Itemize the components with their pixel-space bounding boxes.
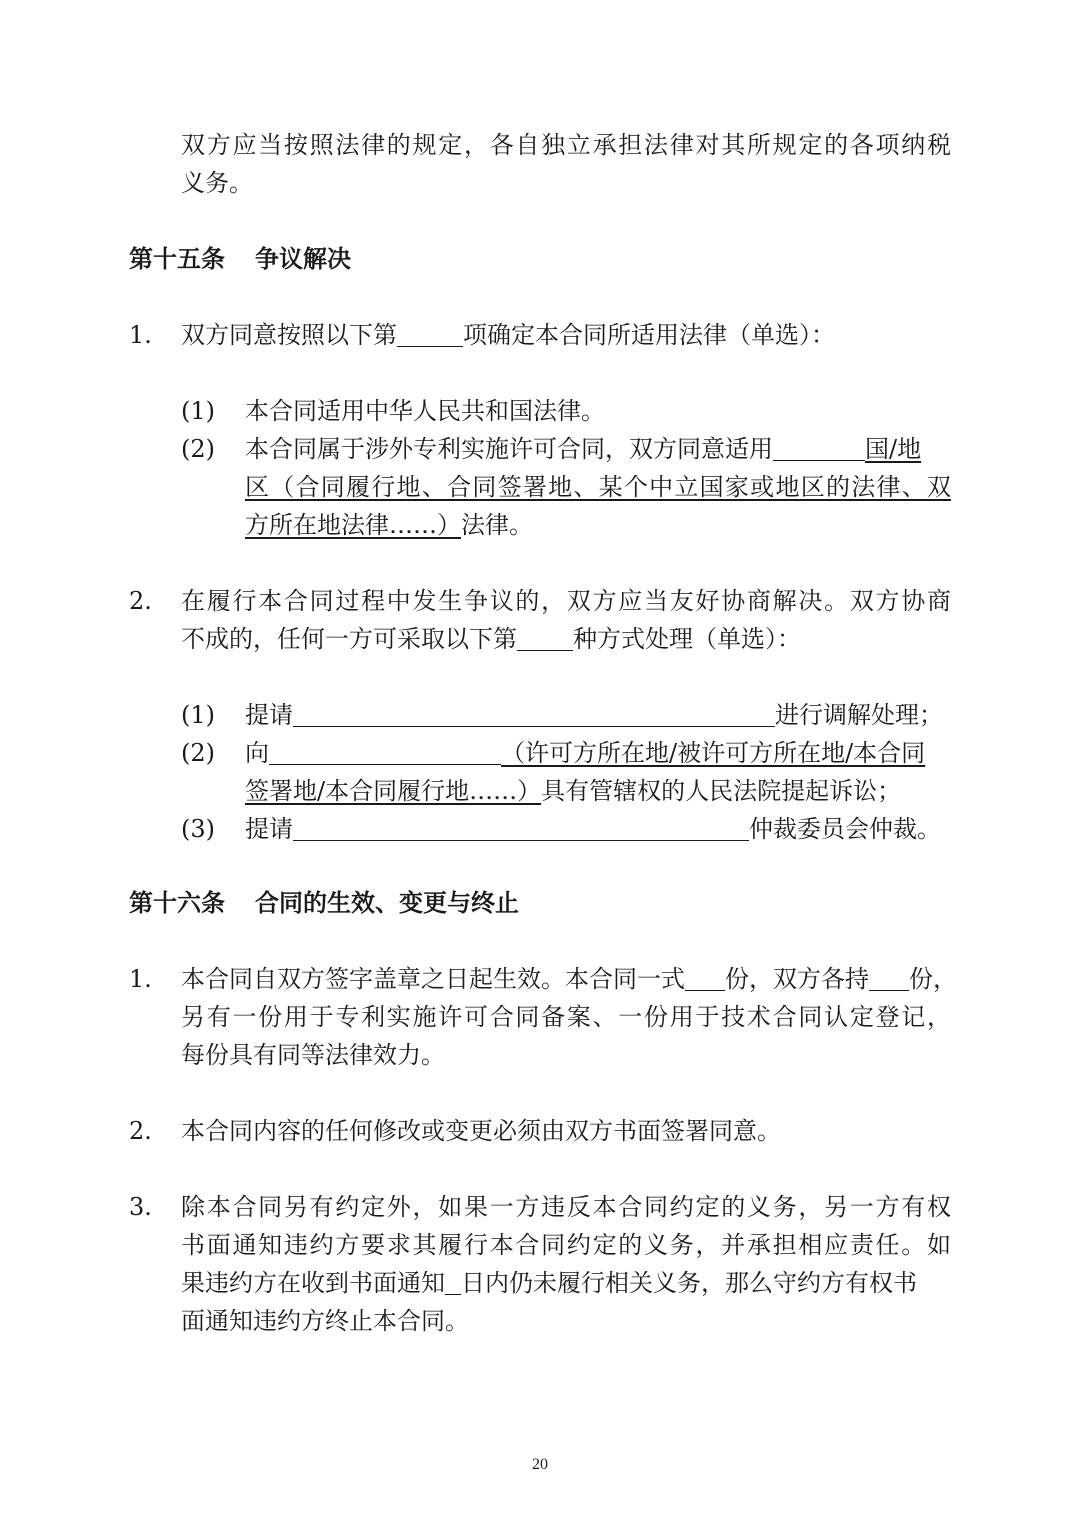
art16-item3-line-3a: 果违约方在收到书面通知 (181, 1269, 445, 1297)
art16-item3-line-1: 除本合同另有约定外，如果一方违反本合同约定的义务，另一方有权 (181, 1193, 951, 1221)
dispute-sub3-after: 仲裁委员会仲裁。 (749, 815, 941, 843)
dispute-sub1-text (245, 696, 943, 734)
art16-item3-line-2: 书面通知违约方要求其履行本合同约定的义务，并承担相应责任。如 (181, 1231, 951, 1259)
art16-item2-number: 2. (129, 1117, 152, 1145)
art15-item1-text (181, 316, 835, 354)
art15-item1-number: 1. (129, 321, 152, 349)
dispute-sub2-before: 向 (245, 739, 269, 767)
art16-item3-line-3 (181, 1264, 917, 1302)
art16-item1-b: 份，双方各持 (725, 965, 869, 993)
art16-item1-a: 本合同自双方签字盖章之日起生效。本合同一式 (181, 965, 685, 993)
dispute-sub2-line-2-text: 具有管辖权的人民法院提起诉讼； (541, 777, 902, 805)
art16-item1-number: 1. (129, 965, 152, 993)
dispute-sub1-before: 提请 (245, 701, 293, 729)
art15-sub2-line-3 (245, 506, 533, 544)
art15-sub2-line-3-underlined: 方所在地法律……） (245, 511, 461, 539)
art15-item1-after: 项确定本合同所适用法律（单选）： (463, 321, 835, 349)
intro-line-2: 义务。 (181, 169, 253, 197)
dispute-method-blank[interactable] (517, 624, 573, 651)
dispute-sub3-number: (3) (181, 815, 215, 843)
arbitration-commission-blank[interactable] (293, 814, 749, 841)
article-15-heading (129, 240, 351, 278)
art15-sub2-number: (2) (181, 435, 215, 463)
art16-item3-line-3b: 日内仍未履行相关义务，那么守约方有权书 (461, 1269, 917, 1297)
art15-item2-line-2a: 不成的，任何一方可采取以下第 (181, 625, 517, 653)
intro-line-1: 双方应当按照法律的规定，各自独立承担法律对其所规定的各项纳税 (181, 131, 951, 159)
art16-item2-text: 本合同内容的任何修改或变更必须由双方书面签署同意。 (181, 1117, 781, 1145)
country-region-blank[interactable] (773, 434, 865, 461)
art15-sub2-line-1 (245, 430, 921, 468)
art15-sub1-number: (1) (181, 397, 215, 425)
art16-item1-line-3: 每份具有同等法律效力。 (181, 1041, 445, 1069)
copies-each-blank[interactable] (869, 964, 909, 991)
court-location-blank[interactable] (269, 738, 501, 765)
art16-item1-line-2: 另有一份用于专利实施许可合同备案、一份用于技术合同认定登记， (181, 1003, 951, 1031)
art15-sub2-line-3-text: 法律。 (461, 511, 533, 539)
art15-item2-line-2 (181, 620, 801, 658)
cure-days-blank[interactable] (445, 1268, 461, 1295)
article-16-title: 合同的生效、变更与终止 (255, 888, 519, 917)
art15-item2-line-2b: 种方式处理（单选）： (573, 625, 801, 653)
dispute-sub3-text (245, 810, 941, 848)
page-number: 20 (532, 1456, 548, 1473)
article-16-label: 第十六条 (129, 888, 225, 917)
article-15-title: 争议解决 (255, 244, 351, 273)
dispute-sub2-line-1-underlined: （许可方所在地/被许可方所在地/本合同 (501, 739, 926, 767)
dispute-sub3-before: 提请 (245, 815, 293, 843)
dispute-sub1-after: 进行调解处理； (775, 701, 943, 729)
art15-item2-number: 2. (129, 587, 152, 615)
dispute-sub2-line-1 (245, 734, 925, 772)
art15-sub2-line-2: 区（合同履行地、合同签署地、某个中立国家或地区的法律、双 (245, 473, 951, 501)
art16-item1-c: 份， (909, 965, 957, 993)
art16-item3-number: 3. (129, 1193, 152, 1221)
art15-sub1-text: 本合同适用中华人民共和国法律。 (245, 397, 605, 425)
art15-item2-line-1: 在履行本合同过程中发生争议的，双方应当友好协商解决。双方协商 (181, 587, 951, 615)
dispute-sub2-line-2-underlined: 签署地/本合同履行地……） (245, 777, 542, 805)
dispute-sub1-number: (1) (181, 701, 215, 729)
mediation-body-blank[interactable] (293, 700, 775, 727)
art15-sub2-line-1-text: 本合同属于涉外专利实施许可合同，双方同意适用 (245, 435, 773, 463)
article-15-label: 第十五条 (129, 244, 225, 273)
dispute-sub2-line-2 (245, 772, 901, 810)
applicable-law-item-blank[interactable] (397, 320, 463, 347)
art15-item1-before: 双方同意按照以下第 (181, 321, 397, 349)
dispute-sub2-number: (2) (181, 739, 215, 767)
article-16-heading (129, 884, 519, 922)
copies-total-blank[interactable] (685, 964, 725, 991)
art16-item3-line-4: 面通知违约方终止本合同。 (181, 1307, 469, 1335)
country-region-suffix: 国/地 (865, 435, 922, 463)
art16-item1-line-1 (181, 960, 957, 998)
